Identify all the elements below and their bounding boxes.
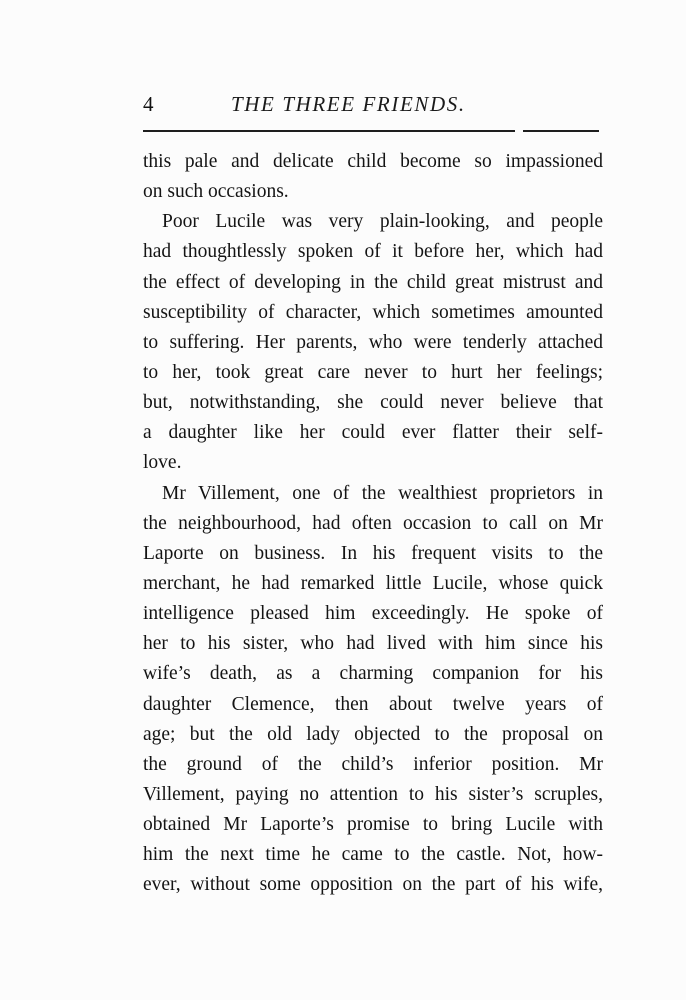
text-line: wife’s death, as a charming companion for his [143,663,603,685]
text-line: love. [143,452,182,474]
text-line: susceptibility of character, which sometimes amounted [143,301,603,323]
running-title: THE THREE FRIENDS. [231,92,466,116]
text-line: Poor Lucile was very plain-looking, and people [162,211,603,233]
text-line: on such occasions. [143,181,289,203]
text-line: a daughter like her could ever flatter their self- [143,422,603,444]
page-header [143,92,599,132]
text-line: Villement, paying no attention to his sister’s scruples, [143,783,603,805]
text-line: this pale and delicate child become so impassioned [143,151,603,172]
page-number: 4 [143,92,154,116]
text-line: the neighbourhood, had often occasion to call on Mr [143,512,603,534]
text-line: her to his sister, who had lived with him since his [143,633,603,655]
text-line: daughter Clemence, then about twelve years of [143,693,603,715]
text-line: Mr Villement, one of the wealthiest proprietors in [162,482,603,504]
text-line: age; but the old lady objected to the proposal on [143,723,603,745]
text-line: but, notwithstanding, she could never believe that [143,392,603,414]
text-line: merchant, he had remarked little Lucile, whose quick [143,572,603,594]
text-line: to her, took great care never to hurt her feelings; [143,361,603,383]
text-line: Laporte on business. In his frequent visits to the [143,542,603,564]
header-rule-segment [523,130,599,132]
text-line: the effect of developing in the child great mistrust and [143,271,603,293]
text-line: the ground of the child’s inferior position. Mr [143,753,603,775]
text-line: had thoughtlessly spoken of it before her, which had [143,241,603,263]
text-line: to suffering. Her parents, who were tenderly attached [143,331,603,353]
header-rule-segment [143,130,515,132]
text-line: intelligence pleased him exceedingly. He spoke of [143,603,603,625]
body-text [143,147,603,901]
text-line: ever, without some opposition on the part of his wife, [143,874,603,896]
text-line: obtained Mr Laporte’s promise to bring Lucile with [143,814,603,836]
header-rule [143,130,599,133]
text-line: him the next time he came to the castle. Not, how- [143,844,603,866]
